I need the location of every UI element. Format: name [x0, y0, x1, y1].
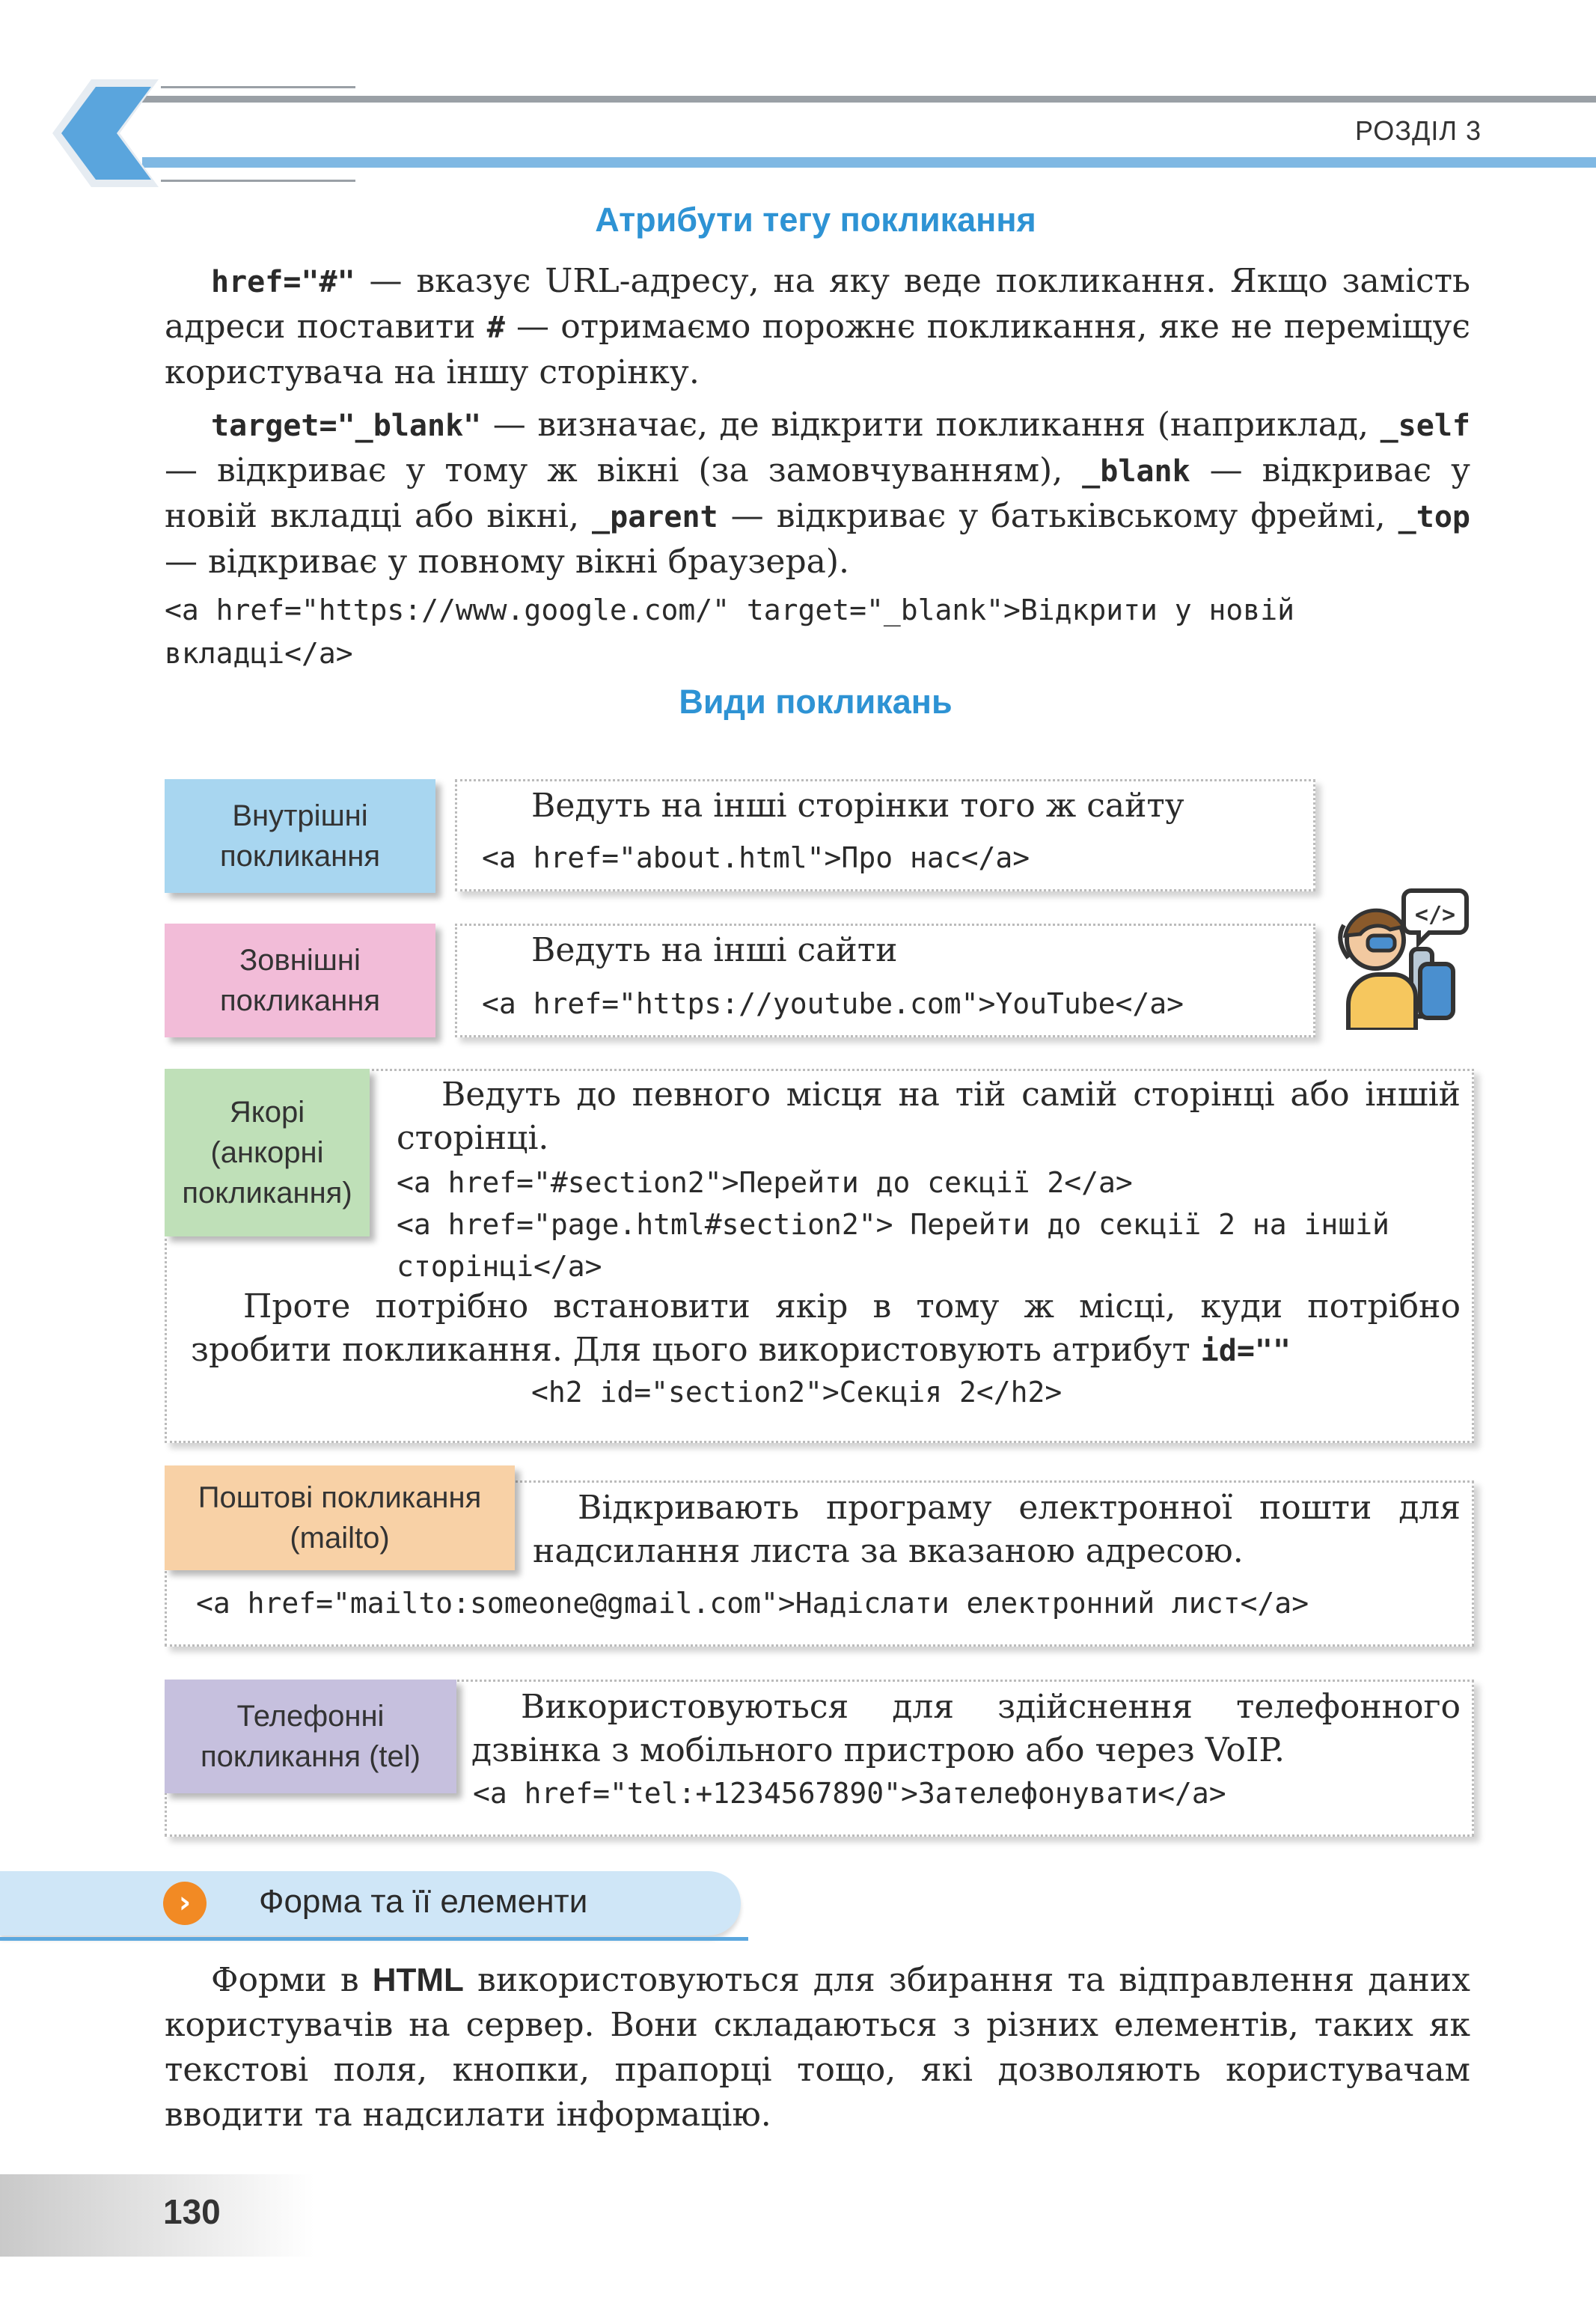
internal-links-code: <a href="about.html">Про нас</a>	[482, 841, 1030, 874]
page-number: 130	[163, 2192, 221, 2231]
blank-code: _blank	[1082, 454, 1190, 489]
anchor-note: Проте потрібно встановити якір в тому ж місці, куди потрібно зробити покликання. Для цього використовують атрибут id=""	[191, 1287, 1461, 1369]
mail-links-text: Відкривають програму електронної пошти для надсилання листа за вказаною адресою.	[533, 1489, 1461, 1570]
anchor-links-text: Ведуть до певного місця на тій самій сторінці або іншій сторінці.	[397, 1076, 1461, 1157]
tel-links-text: Використовуються для здійснення телефонного дзвінка з мобільного пристрою або через VoIP.	[471, 1688, 1461, 1769]
anchor-code-same-page: <a href="#section2">Перейти до секції 2</a>	[397, 1166, 1133, 1199]
hash-code: #	[486, 311, 505, 345]
mail-links-code: <a href="mailto:someone@gmail.com">Надіслати електронний лист</a>	[196, 1587, 1309, 1620]
anchor-links-label: Якорі (анкорні покликання)	[165, 1069, 370, 1236]
chevron-right-icon: ›	[163, 1882, 207, 1925]
top-code: _top	[1398, 500, 1470, 534]
tel-links-code: <a href="tel:+1234567890">Зателефонувати</a>	[473, 1777, 1226, 1810]
form-section-underline	[0, 1937, 748, 1941]
target-code: target="_blank"	[211, 409, 482, 443]
footer-gradient	[0, 2174, 314, 2257]
self-code: _self	[1380, 409, 1470, 443]
id-attr-code: id=""	[1200, 1334, 1291, 1368]
external-links-code: <a href="https://youtube.com">YouTube</a>	[482, 987, 1184, 1020]
chevron-left-icon	[46, 73, 166, 193]
html-term: HTML	[372, 1962, 464, 1998]
external-links-label: Зовнішні покликання	[165, 924, 435, 1037]
tel-links-label: Телефонні покликання (tel)	[165, 1680, 456, 1793]
external-links-text: Ведуть на інші сайти	[531, 931, 898, 969]
target-example-code: <a href="https://www.google.com/" target="_blank">Відкрити у новій вкладці</a>	[165, 594, 1294, 670]
href-paragraph: href="#" — вказує URL-адресу, на яку веде покликання. Якщо замість адреси поставити # — отримаємо порожнє покликання, яке не переміщує користувача на іншу сторінку.	[165, 262, 1470, 391]
attributes-heading: Атрибути тегу покликання	[595, 201, 1036, 239]
parent-code: _parent	[592, 500, 718, 534]
header-rule-blue	[142, 157, 1596, 168]
anchor-code-other-page: <a href="page.html#section2"> Перейти до секції 2 на іншій сторінці</a>	[397, 1208, 1389, 1283]
mail-links-label: Поштові покликання (mailto)	[165, 1465, 515, 1570]
section-label: РОЗДІЛ 3	[1355, 115, 1482, 146]
anchor-code-h2: <h2 id="section2">Секція 2</h2>	[531, 1376, 1063, 1409]
href-code: href="#"	[211, 265, 355, 299]
code-badge-text: </>	[1414, 902, 1456, 928]
target-paragraph: target="_blank" — визначає, де відкрити покликання (наприклад, _self — відкриває у тому ж вікні (за замовчуванням), _blank — відкриває у новій вкладці або вікні, _parent — відкриває у батьківському фреймі, _top — відкриває у повному вікні браузера).	[165, 406, 1471, 581]
link-types-heading: Види покликань	[679, 683, 953, 721]
internal-links-text: Ведуть на інші сторінки того ж сайту	[531, 787, 1184, 825]
internal-links-label: Внутрішні покликання	[165, 779, 435, 893]
header-thin-line	[161, 180, 355, 182]
form-section-title: Форма та її елементи	[259, 1883, 588, 1920]
header-thin-line	[161, 86, 355, 88]
programmer-icon	[1323, 880, 1473, 1030]
header-rule-grey	[142, 96, 1596, 103]
form-paragraph: Форми в HTML використовуються для збирання та відправлення даних користувачів на сервер. Вони складаються з різних елементів, таких як текстові поля, кнопки, прапорці тощо, які дозволяють користувачам вводити та надсилати інформацію.	[165, 1961, 1470, 2134]
